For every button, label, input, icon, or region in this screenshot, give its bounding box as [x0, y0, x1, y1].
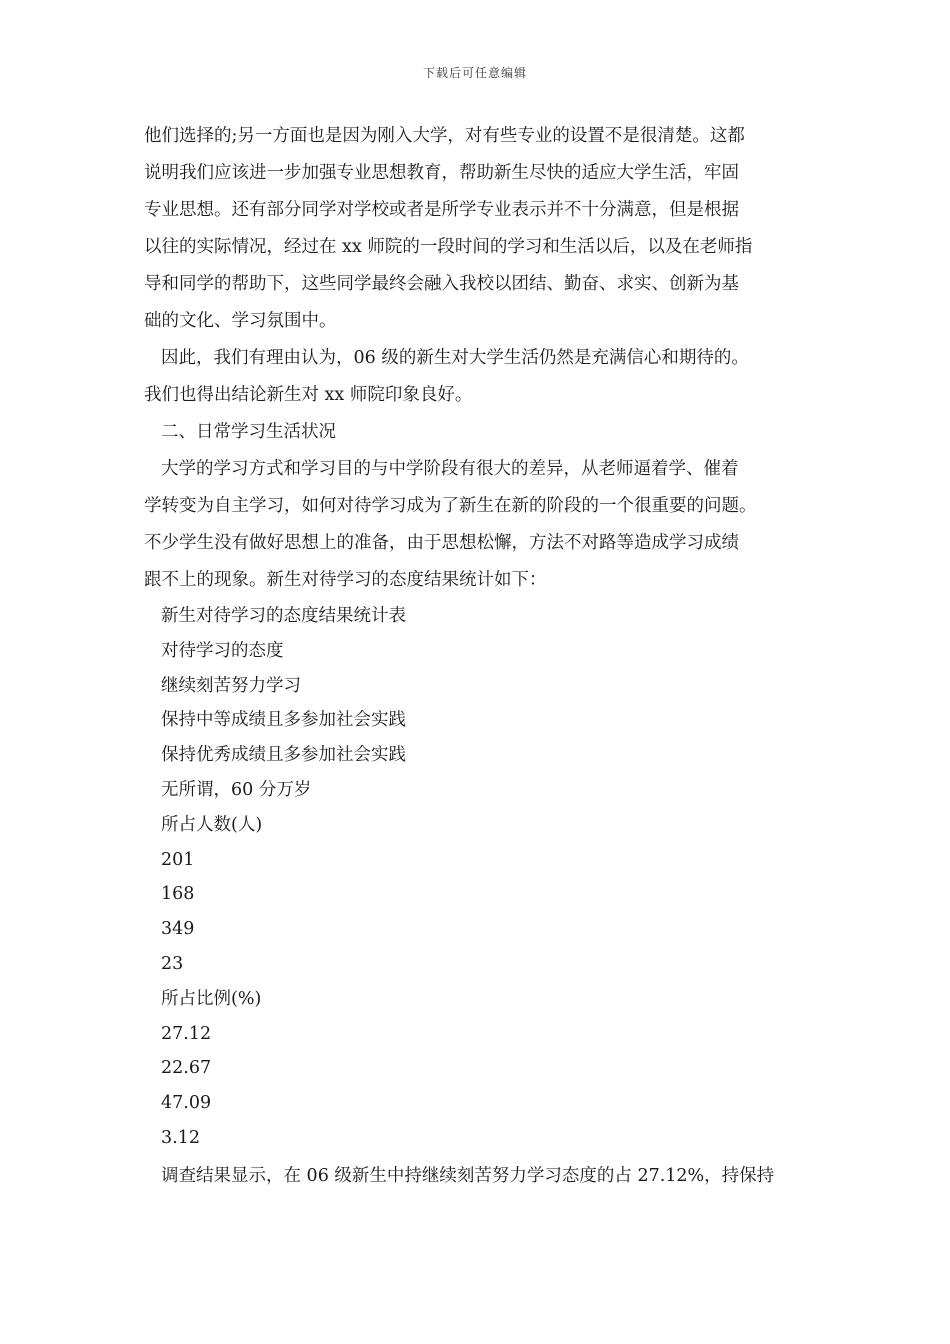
- table-cell: 保持中等成绩且多参加社会实践: [161, 710, 406, 731]
- paragraph-4: [144, 1158, 824, 1195]
- table-cell: 27.12: [161, 1023, 212, 1044]
- text-line: 调查结果显示，在 06 级新生中持继续刻苦努力学习态度的占 27.12%，持保持: [161, 1165, 775, 1186]
- table-cell: 继续刻苦努力学习: [161, 675, 301, 696]
- document-body: [144, 118, 824, 1195]
- paragraph-2: [144, 340, 824, 414]
- text-line: 他们选择的;另一方面也是因为刚入大学，对有些专业的设置不是很清楚。这都: [144, 126, 745, 146]
- statistics-table-text: [144, 599, 824, 1156]
- text-line: 不少学生没有做好思想上的准备，由于思想松懈，方法不对路等造成学习成绩: [144, 533, 739, 553]
- table-column-header: 所占人数(人): [161, 814, 263, 835]
- table-cell: 23: [161, 953, 184, 974]
- text-line: 学转变为自主学习，如何对待学习成为了新生在新的阶段的一个很重要的问题。: [144, 496, 757, 516]
- page-header: 下载后可任意编辑: [422, 66, 527, 80]
- text-line: 以往的实际情况，经过在 xx 师院的一段时间的学习和生活以后，以及在老师指: [144, 237, 753, 257]
- table-cell: 201: [161, 849, 195, 870]
- table-cell: 47.09: [161, 1093, 212, 1114]
- section-heading: 二、日常学习生活状况: [161, 422, 336, 442]
- table-column-header: 对待学习的态度: [161, 640, 284, 661]
- text-line: 专业思想。还有部分同学对学校或者是所学专业表示并不十分满意，但是根据: [144, 200, 739, 220]
- text-line: 大学的学习方式和学习目的与中学阶段有很大的差异，从老师逼着学、催着: [161, 459, 739, 479]
- table-column-header: 所占比例(%): [161, 988, 262, 1009]
- text-line: 我们也得出结论新生对 xx 师院印象良好。: [144, 385, 473, 405]
- paragraph-1: [144, 118, 824, 340]
- text-line: 导和同学的帮助下，这些同学最终会融入我校以团结、勤奋、求实、创新为基: [144, 274, 739, 294]
- table-caption: 新生对待学习的态度结果统计表: [161, 606, 406, 626]
- text-line: 础的文化、学习氛围中。: [144, 311, 337, 331]
- text-line: 因此，我们有理由认为，06 级的新生对大学生活仍然是充满信心和期待的。: [161, 348, 749, 368]
- table-cell: 349: [161, 919, 195, 940]
- table-cell: 3.12: [161, 1127, 200, 1148]
- text-line: 跟不上的现象。新生对待学习的态度结果统计如下：: [144, 570, 547, 590]
- table-cell: 保持优秀成绩且多参加社会实践: [161, 745, 406, 766]
- text-line: 说明我们应该进一步加强专业思想教育，帮助新生尽快的适应大学生活，牢固: [144, 163, 739, 183]
- table-cell: 无所谓，60 分万岁: [161, 779, 312, 800]
- table-cell: 168: [161, 884, 195, 905]
- table-cell: 22.67: [161, 1058, 212, 1079]
- paragraph-3: [144, 451, 824, 599]
